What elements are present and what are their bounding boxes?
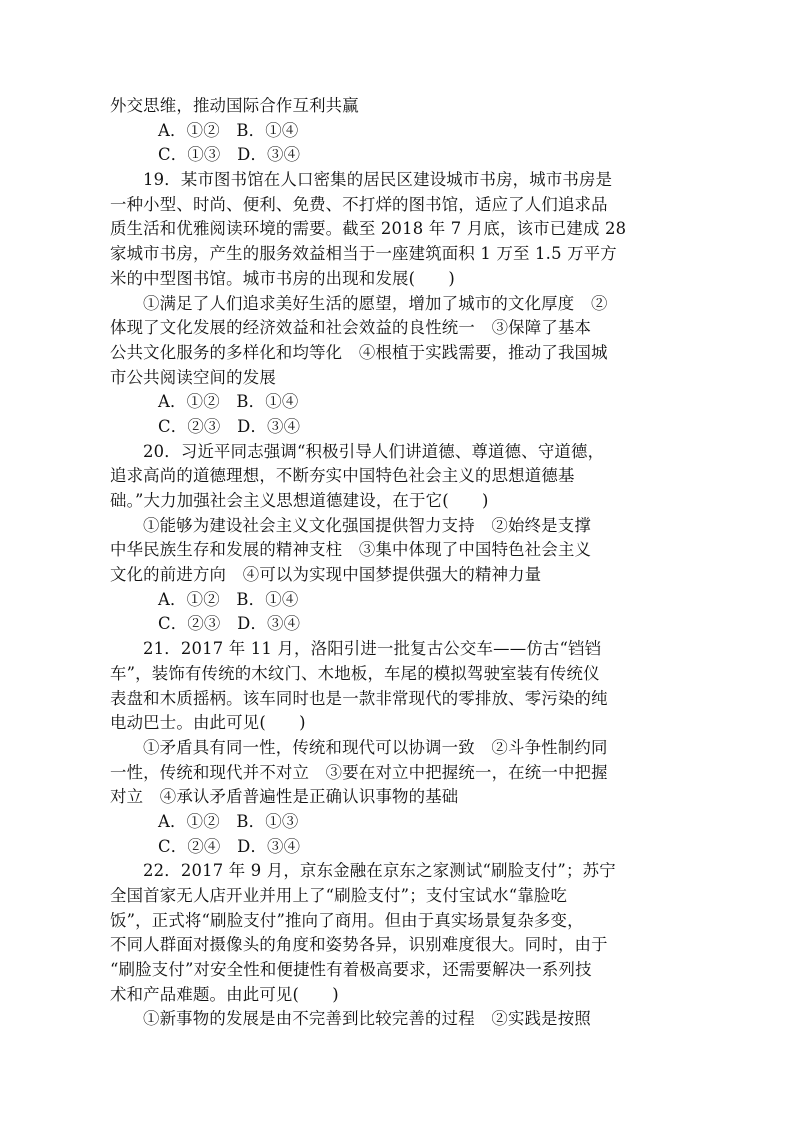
answer-options-line: A．①② B．①④ — [158, 120, 299, 140]
statement-options-line: ①矛盾具有同一性，传统和现代可以协调一致 ②斗争性制约同 — [143, 737, 608, 757]
text-line: 全国首家无人店开业并用上了“刷脸支付”；支付宝试水“靠脸吃 — [110, 886, 568, 905]
text-line: 一性，传统和现代并不对立 ③要在对立中把握统一，在统一中把握 — [110, 762, 608, 782]
statement-options-line: ①满足了人们追求美好生活的愿望，增加了城市的文化厚度 ② — [143, 293, 608, 313]
text-line: 文化的前进方向 ④可以为实现中国梦提供强大的精神力量 — [110, 565, 542, 585]
page-content — [110, 94, 680, 1032]
answer-options-line: A．①② B．①④ — [158, 589, 299, 609]
text-line: 公共文化服务的多样化和均等化 ④根植于实践需要，推动了我国城 — [110, 342, 608, 362]
answer-options-line: C．①③ D．③④ — [158, 145, 301, 165]
text-line: 饭”，正式将“刷脸支付”推向了商用。但由于真实场景复杂多变， — [110, 910, 584, 930]
text-line: 础。”大力加强社会主义思想道德建设，在于它( ) — [110, 491, 489, 510]
text-line: 家城市书房，产生的服务效益相当于一座建筑面积 1 万至 1.5 万平方 — [110, 244, 617, 264]
text-line: 对立 ④承认矛盾普遍性是正确认识事物的基础 — [110, 787, 459, 807]
question-19-stem: 19．某市图书馆在人口密集的居民区建设城市书房，城市书房是 — [143, 170, 613, 190]
text-line: 车”，装饰有传统的木纹门、木地板，车尾的模拟驾驶室装有传统仪 — [110, 663, 600, 683]
answer-options-line: A．①② B．①④ — [158, 392, 299, 412]
answer-options-line: C．②③ D．③④ — [158, 614, 301, 634]
question-21-stem: 21．2017 年 11 月，洛阳引进一批复古公交车——仿古“铛铛 — [143, 639, 602, 659]
text-line: 中华民族生存和发展的精神支柱 ③集中体现了中国特色社会主义 — [110, 540, 592, 560]
question-20-stem: 20．习近平同志强调“积极引导人们讲道德、尊道德、守道德， — [143, 441, 605, 461]
answer-options-line: C．②③ D．③④ — [158, 416, 301, 436]
answer-options-line: A．①② B．①③ — [158, 811, 299, 831]
statement-options-line: ①能够为建设社会主义文化强国提供智力支持 ②始终是支撑 — [143, 515, 591, 535]
text-line: 表盘和木质摇柄。该车同时也是一款非常现代的零排放、零污染的纯 — [110, 688, 608, 708]
text-line: “刷脸支付”对安全性和便捷性有着极高要求，还需要解决一系列技 — [110, 960, 592, 980]
text-line: 米的中型图书馆。城市书房的出现和发展( ) — [110, 268, 456, 288]
text-line: 一种小型、时尚、便利、免费、不打烊的图书馆，适应了人们追求品 — [110, 194, 608, 214]
text-line: 术和产品难题。由此可见( ) — [110, 984, 339, 1004]
answer-options-line: C．②④ D．③④ — [158, 836, 301, 856]
text-line: 追求高尚的道德理想，不断夯实中国特色社会主义的思想道德基 — [110, 466, 575, 486]
text-line: 体现了文化发展的经济效益和社会效益的良性统一 ③保障了基本 — [110, 318, 592, 338]
statement-options-line: ①新事物的发展是由不完善到比较完善的过程 ②实践是按照 — [143, 1009, 591, 1029]
text-line: 外交思维，推动国际合作互利共赢 — [110, 96, 359, 115]
text-line: 质生活和优雅阅读环境的需要。截至 2018 年 7 月底，该市已建成 28 — [110, 219, 627, 239]
text-line: 不同人群面对摄像头的角度和姿势各异，识别难度很大。同时，由于 — [110, 935, 608, 955]
question-22-stem: 22．2017 年 9 月，京东金融在京东之家测试“刷脸支付”；苏宁 — [143, 861, 616, 881]
text-line: 市公共阅读空间的发展 — [110, 367, 276, 387]
text-line: 电动巴士。由此可见( ) — [110, 713, 306, 733]
